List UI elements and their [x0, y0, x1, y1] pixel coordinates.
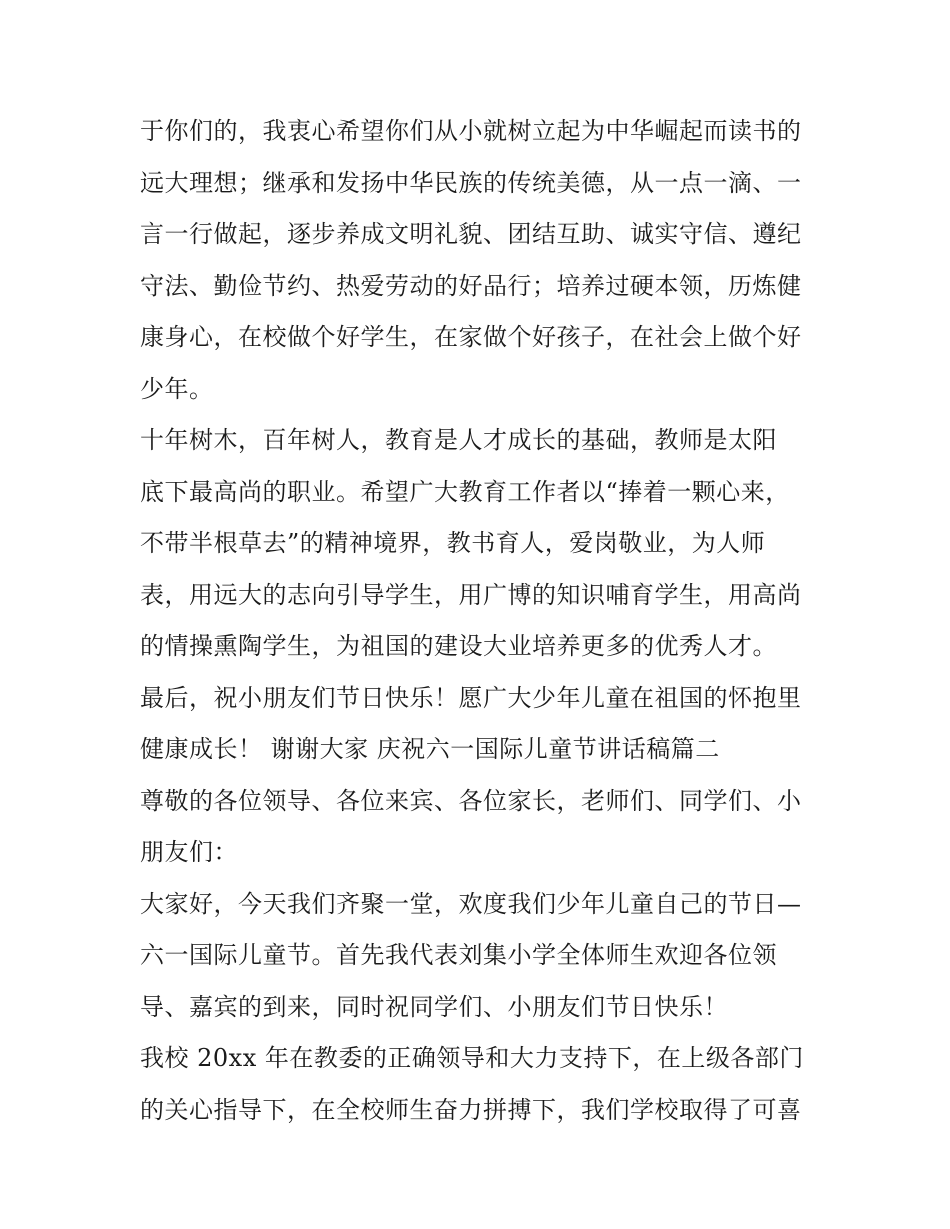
text-line: 健康成长！ 谢谢大家 庆祝六一国际儿童节讲话稿篇二 — [140, 735, 720, 763]
text-line: 言一行做起，逐步养成文明礼貌、团结互助、诚实守信、遵纪 — [140, 220, 802, 248]
text-line: 大家好，今天我们齐聚一堂，欢度我们少年儿童自己的节日— — [140, 889, 802, 918]
text-line: 的关心指导下，在全校师生奋力拼搏下，我们学校取得了可喜 — [140, 1095, 802, 1124]
text-line: 不带半根草去”的精神境界，教书育人，爱岗敬业，为人师 — [140, 529, 766, 557]
document-body — [140, 106, 820, 1136]
text-line: 守法、勤俭节约、热爱劳动的好品行；培养过硬本领，历炼健 — [140, 271, 802, 300]
text-line: 我校 20xx 年在教委的正确领导和大力支持下，在上级各部门 — [140, 1044, 804, 1072]
text-line: 远大理想；继承和发扬中华民族的传统美德，从一点一滴、一 — [140, 168, 802, 197]
text-line: 的情操熏陶学生，为祖国的建设大业培养更多的优秀人才。 — [140, 632, 777, 660]
text-line: 于你们的，我衷心希望你们从小就树立起为中华崛起而读书的 — [140, 117, 802, 145]
text-line: 少年。 — [140, 374, 214, 403]
text-line: 朋友们： — [140, 838, 238, 866]
text-line: 康身心，在校做个好学生，在家做个好孩子，在社会上做个好 — [140, 323, 802, 351]
text-line: 最后，祝小朋友们节日快乐！愿广大少年儿童在祖国的怀抱里 — [140, 683, 802, 712]
text-line: 尊敬的各位领导、各位来宾、各位家长，老师们、同学们、小 — [140, 786, 802, 815]
text-line: 十年树木，百年树人，教育是人才成长的基础，教师是太阳 — [140, 426, 777, 454]
text-line: 底下最高尚的职业。希望广大教育工作者以“捧着一颗心来， — [140, 477, 790, 506]
text-line: 表，用远大的志向引导学生，用广博的知识哺育学生，用高尚 — [140, 580, 802, 609]
text-line: 六一国际儿童节。首先我代表刘集小学全体师生欢迎各位领 — [140, 941, 777, 969]
text-line: 导、嘉宾的到来，同时祝同学们、小朋友们节日快乐！ — [140, 992, 728, 1021]
